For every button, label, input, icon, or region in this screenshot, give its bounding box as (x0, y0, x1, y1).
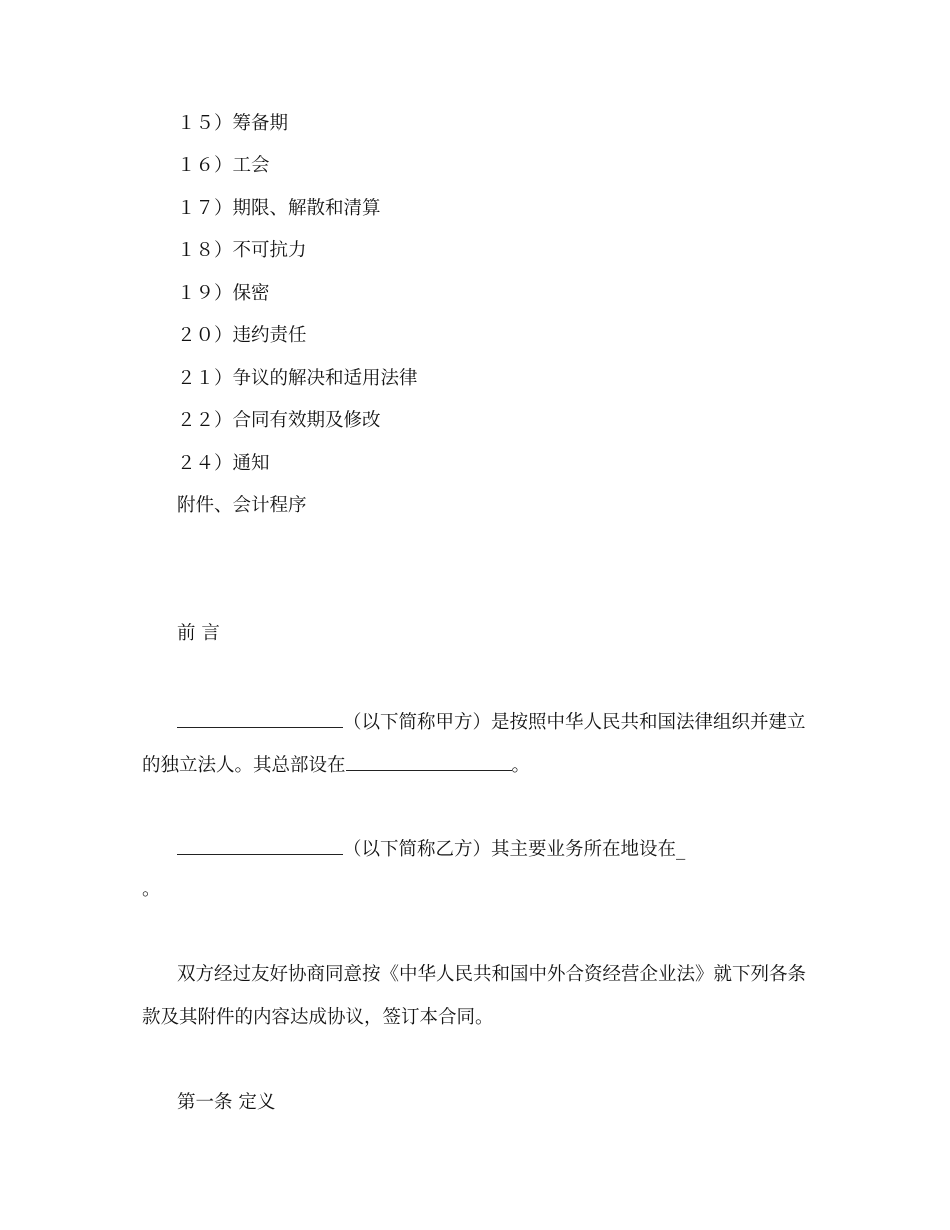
agreement-line1: 双方经过友好协商同意按《中华人民共和国中外合资经营企业法》就下列各条 (177, 964, 807, 985)
toc-item: １８）不可抗力 (177, 240, 307, 261)
party-a-text: （以下简称甲方）是按照中华人民共和国法律组织并建立 (343, 712, 806, 733)
party-a-paragraph-line2 (142, 752, 530, 777)
toc-item: ２２）合同有效期及修改 (177, 410, 381, 431)
agreement-line2: 款及其附件的内容达成协议，签订本合同。 (142, 1007, 494, 1028)
toc-item: ２０）违约责任 (177, 325, 307, 346)
party-b-text: （以下简称乙方）其主要业务所在地设在_ (343, 839, 686, 860)
toc-item: ２４）通知 (177, 453, 270, 474)
party-a-hq-blank (346, 752, 512, 771)
toc-item: １９）保密 (177, 283, 270, 304)
party-b-paragraph-line1 (177, 836, 685, 861)
toc-item: １５）筹备期 (177, 113, 289, 134)
article1-heading: 第一条 定义 (177, 1092, 276, 1113)
toc-item: １６）工会 (177, 155, 270, 176)
toc-item: 附件、会计程序 (177, 495, 307, 516)
toc-item: １７）期限、解散和清算 (177, 198, 381, 219)
party-a-name-blank (177, 709, 343, 728)
party-a-text2: 的独立法人。其总部设在 (142, 755, 346, 776)
preface-heading: 前 言 (177, 623, 220, 644)
party-b-name-blank (177, 836, 343, 855)
period: 。 (511, 755, 531, 776)
party-a-paragraph-line1 (177, 709, 806, 734)
party-b-end: 。 (142, 879, 161, 900)
toc-item: ２１）争议的解决和适用法律 (177, 368, 418, 389)
